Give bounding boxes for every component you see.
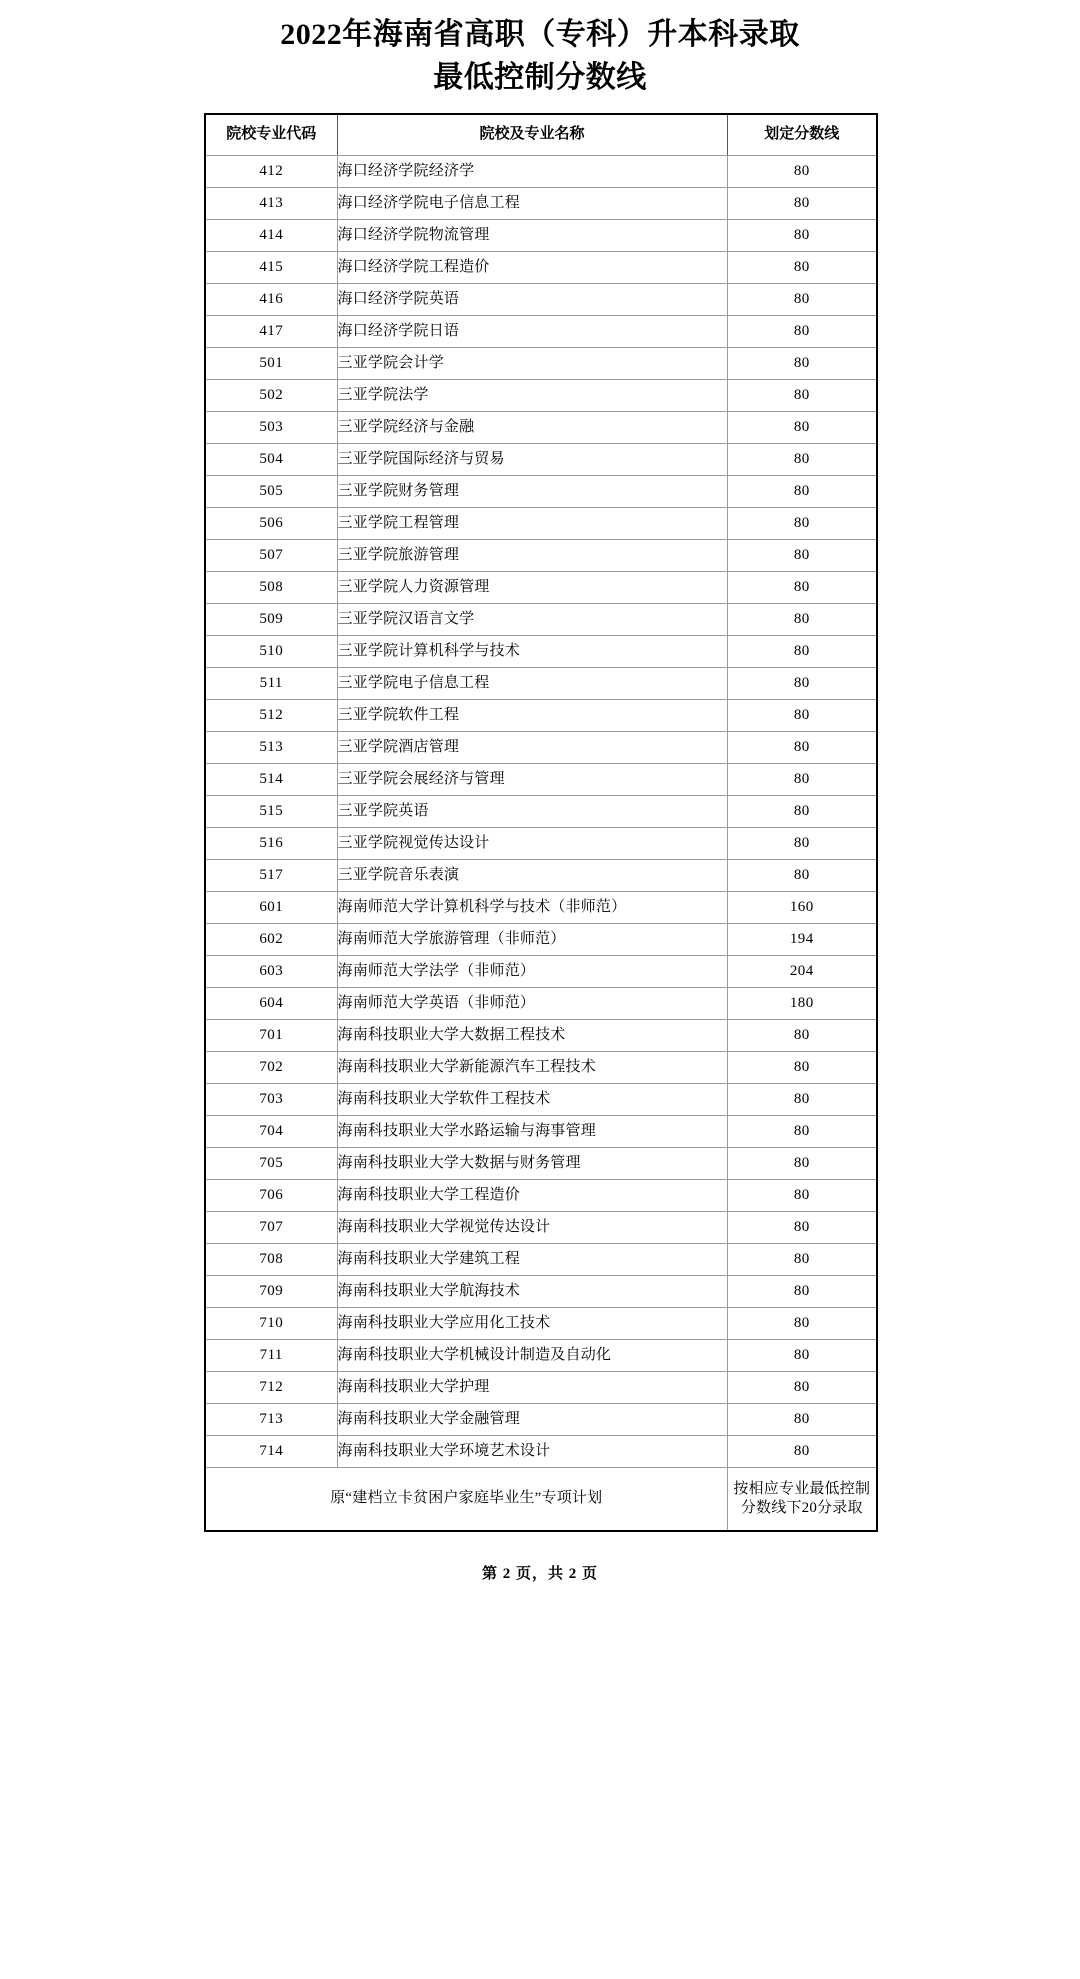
cell-name: 海南师范大学旅游管理（非师范） [337, 924, 727, 956]
table-row [205, 508, 877, 540]
cell-code: 603 [205, 956, 337, 988]
cell-score: 194 [727, 924, 877, 956]
table-header-row [205, 114, 877, 156]
cell-score: 80 [727, 604, 877, 636]
table-row [205, 796, 877, 828]
cell-name: 海南科技职业大学航海技术 [337, 1276, 727, 1308]
table-row [205, 1244, 877, 1276]
table-row [205, 1404, 877, 1436]
table-header [205, 114, 877, 156]
column-header-score: 划定分数线 [727, 114, 877, 156]
table-row [205, 220, 877, 252]
cell-name: 三亚学院会展经济与管理 [337, 764, 727, 796]
table-row [205, 572, 877, 604]
table-row [205, 1372, 877, 1404]
cell-code: 701 [205, 1020, 337, 1052]
cell-code: 502 [205, 380, 337, 412]
cell-score: 80 [727, 764, 877, 796]
table-row [205, 892, 877, 924]
cell-code: 602 [205, 924, 337, 956]
cell-name: 海口经济学院经济学 [337, 156, 727, 188]
table-row [205, 1308, 877, 1340]
cell-name: 三亚学院软件工程 [337, 700, 727, 732]
footnote-value-line-2: 分数线下20分录取 [740, 1500, 863, 1517]
cell-code: 711 [205, 1340, 337, 1372]
cell-score: 204 [727, 956, 877, 988]
cell-score: 80 [727, 828, 877, 860]
cell-code: 703 [205, 1084, 337, 1116]
cell-name: 海南科技职业大学大数据工程技术 [337, 1020, 727, 1052]
cell-code: 705 [205, 1148, 337, 1180]
cell-name: 三亚学院会计学 [337, 348, 727, 380]
table-row [205, 668, 877, 700]
cell-name: 三亚学院财务管理 [337, 476, 727, 508]
cell-score: 80 [727, 284, 877, 316]
cell-score: 180 [727, 988, 877, 1020]
cell-code: 415 [205, 252, 337, 284]
cell-name: 海南师范大学法学（非师范） [337, 956, 727, 988]
table-row [205, 988, 877, 1020]
table-row [205, 828, 877, 860]
table-row [205, 1148, 877, 1180]
cell-name: 海南师范大学计算机科学与技术（非师范） [337, 892, 727, 924]
table-row [205, 540, 877, 572]
cell-code: 707 [205, 1212, 337, 1244]
footnote-value-line-1: 按相应专业最低控制 [733, 1480, 871, 1497]
cell-name: 三亚学院国际经济与贸易 [337, 444, 727, 476]
table-row [205, 636, 877, 668]
cell-name: 海南科技职业大学金融管理 [337, 1404, 727, 1436]
cell-code: 709 [205, 1276, 337, 1308]
cell-code: 601 [205, 892, 337, 924]
cell-score: 80 [727, 1244, 877, 1276]
cell-code: 413 [205, 188, 337, 220]
cell-name: 海南科技职业大学应用化工技术 [337, 1308, 727, 1340]
cell-score: 160 [727, 892, 877, 924]
column-header-name: 院校及专业名称 [337, 114, 727, 156]
cell-score: 80 [727, 1404, 877, 1436]
cell-code: 516 [205, 828, 337, 860]
cell-score: 80 [727, 220, 877, 252]
table-row [205, 956, 877, 988]
cell-name: 海南科技职业大学工程造价 [337, 1180, 727, 1212]
table-row [205, 1436, 877, 1468]
cell-name: 海口经济学院英语 [337, 284, 727, 316]
cell-score: 80 [727, 316, 877, 348]
cell-code: 417 [205, 316, 337, 348]
cell-name: 三亚学院人力资源管理 [337, 572, 727, 604]
cell-code: 714 [205, 1436, 337, 1468]
cell-code: 710 [205, 1308, 337, 1340]
table-row [205, 156, 877, 188]
cell-score: 80 [727, 636, 877, 668]
cell-name: 三亚学院电子信息工程 [337, 668, 727, 700]
score-table-container [204, 113, 876, 1532]
table-row [205, 444, 877, 476]
cell-score: 80 [727, 1052, 877, 1084]
cell-code: 414 [205, 220, 337, 252]
cell-name: 海南科技职业大学环境艺术设计 [337, 1436, 727, 1468]
cell-name: 海南师范大学英语（非师范） [337, 988, 727, 1020]
cell-code: 501 [205, 348, 337, 380]
cell-score: 80 [727, 156, 877, 188]
cell-code: 712 [205, 1372, 337, 1404]
cell-code: 512 [205, 700, 337, 732]
footnote-label: 原“建档立卡贫困户家庭毕业生”专项计划 [205, 1468, 727, 1532]
cell-name: 三亚学院旅游管理 [337, 540, 727, 572]
page-title-line-2: 最低控制分数线 [433, 60, 647, 94]
cell-score: 80 [727, 1340, 877, 1372]
cell-name: 三亚学院酒店管理 [337, 732, 727, 764]
cell-code: 517 [205, 860, 337, 892]
cell-name: 海南科技职业大学新能源汽车工程技术 [337, 1052, 727, 1084]
cell-name: 海口经济学院电子信息工程 [337, 188, 727, 220]
cell-name: 海南科技职业大学大数据与财务管理 [337, 1148, 727, 1180]
cell-name: 海南科技职业大学水路运输与海事管理 [337, 1116, 727, 1148]
table-row [205, 1020, 877, 1052]
cell-score: 80 [727, 1436, 877, 1468]
cell-name: 三亚学院计算机科学与技术 [337, 636, 727, 668]
cell-code: 702 [205, 1052, 337, 1084]
cell-code: 504 [205, 444, 337, 476]
cell-name: 海口经济学院日语 [337, 316, 727, 348]
cell-name: 三亚学院音乐表演 [337, 860, 727, 892]
page-title-line-1: 2022年海南省高职（专科）升本科录取 [280, 18, 800, 51]
cell-score: 80 [727, 572, 877, 604]
table-row [205, 1340, 877, 1372]
table-footnote [205, 1468, 877, 1532]
cell-name: 三亚学院工程管理 [337, 508, 727, 540]
table-row [205, 604, 877, 636]
cell-code: 507 [205, 540, 337, 572]
table-row [205, 476, 877, 508]
cell-score: 80 [727, 732, 877, 764]
cell-name: 海南科技职业大学建筑工程 [337, 1244, 727, 1276]
cell-code: 704 [205, 1116, 337, 1148]
table-row [205, 1084, 877, 1116]
page-title [0, 0, 1080, 99]
cell-code: 604 [205, 988, 337, 1020]
cell-code: 510 [205, 636, 337, 668]
cell-name: 海口经济学院物流管理 [337, 220, 727, 252]
table-row [205, 348, 877, 380]
cell-code: 505 [205, 476, 337, 508]
table-body [205, 156, 877, 1468]
table-row [205, 380, 877, 412]
cell-score: 80 [727, 412, 877, 444]
table-row [205, 1052, 877, 1084]
cell-code: 506 [205, 508, 337, 540]
cell-score: 80 [727, 540, 877, 572]
cell-name: 三亚学院英语 [337, 796, 727, 828]
cell-score: 80 [727, 1116, 877, 1148]
table-row [205, 316, 877, 348]
cell-code: 511 [205, 668, 337, 700]
cell-score: 80 [727, 380, 877, 412]
table-row [205, 1276, 877, 1308]
cell-score: 80 [727, 508, 877, 540]
cell-name: 海南科技职业大学机械设计制造及自动化 [337, 1340, 727, 1372]
table-row [205, 188, 877, 220]
cell-code: 503 [205, 412, 337, 444]
cell-score: 80 [727, 700, 877, 732]
cell-score: 80 [727, 860, 877, 892]
cell-name: 三亚学院汉语言文学 [337, 604, 727, 636]
table-row [205, 1116, 877, 1148]
cell-score: 80 [727, 348, 877, 380]
cell-name: 海南科技职业大学护理 [337, 1372, 727, 1404]
cell-code: 513 [205, 732, 337, 764]
cell-score: 80 [727, 1180, 877, 1212]
table-row [205, 860, 877, 892]
table-row [205, 252, 877, 284]
cell-score: 80 [727, 668, 877, 700]
cell-score: 80 [727, 1212, 877, 1244]
cell-score: 80 [727, 1020, 877, 1052]
table-row [205, 764, 877, 796]
cell-code: 514 [205, 764, 337, 796]
cell-score: 80 [727, 796, 877, 828]
cell-code: 509 [205, 604, 337, 636]
cell-score: 80 [727, 188, 877, 220]
table-row [205, 412, 877, 444]
cell-code: 706 [205, 1180, 337, 1212]
cell-name: 三亚学院法学 [337, 380, 727, 412]
table-row [205, 1180, 877, 1212]
cell-score: 80 [727, 1308, 877, 1340]
cell-code: 713 [205, 1404, 337, 1436]
cell-score: 80 [727, 1372, 877, 1404]
cell-score: 80 [727, 1276, 877, 1308]
cell-score: 80 [727, 1148, 877, 1180]
page-number: 第 2 页，共 2 页 [481, 1566, 598, 1583]
table-row [205, 1212, 877, 1244]
footnote-value [727, 1468, 877, 1532]
cell-code: 708 [205, 1244, 337, 1276]
cell-code: 508 [205, 572, 337, 604]
score-table [204, 113, 878, 1532]
cell-score: 80 [727, 252, 877, 284]
column-header-code: 院校专业代码 [205, 114, 337, 156]
cell-name: 海南科技职业大学软件工程技术 [337, 1084, 727, 1116]
table-row [205, 284, 877, 316]
cell-name: 海南科技职业大学视觉传达设计 [337, 1212, 727, 1244]
cell-name: 三亚学院视觉传达设计 [337, 828, 727, 860]
cell-name: 三亚学院经济与金融 [337, 412, 727, 444]
cell-code: 412 [205, 156, 337, 188]
cell-name: 海口经济学院工程造价 [337, 252, 727, 284]
cell-score: 80 [727, 1084, 877, 1116]
footnote-row [205, 1468, 877, 1532]
cell-code: 515 [205, 796, 337, 828]
cell-code: 416 [205, 284, 337, 316]
table-row [205, 700, 877, 732]
cell-score: 80 [727, 444, 877, 476]
table-row [205, 924, 877, 956]
table-row [205, 732, 877, 764]
cell-score: 80 [727, 476, 877, 508]
